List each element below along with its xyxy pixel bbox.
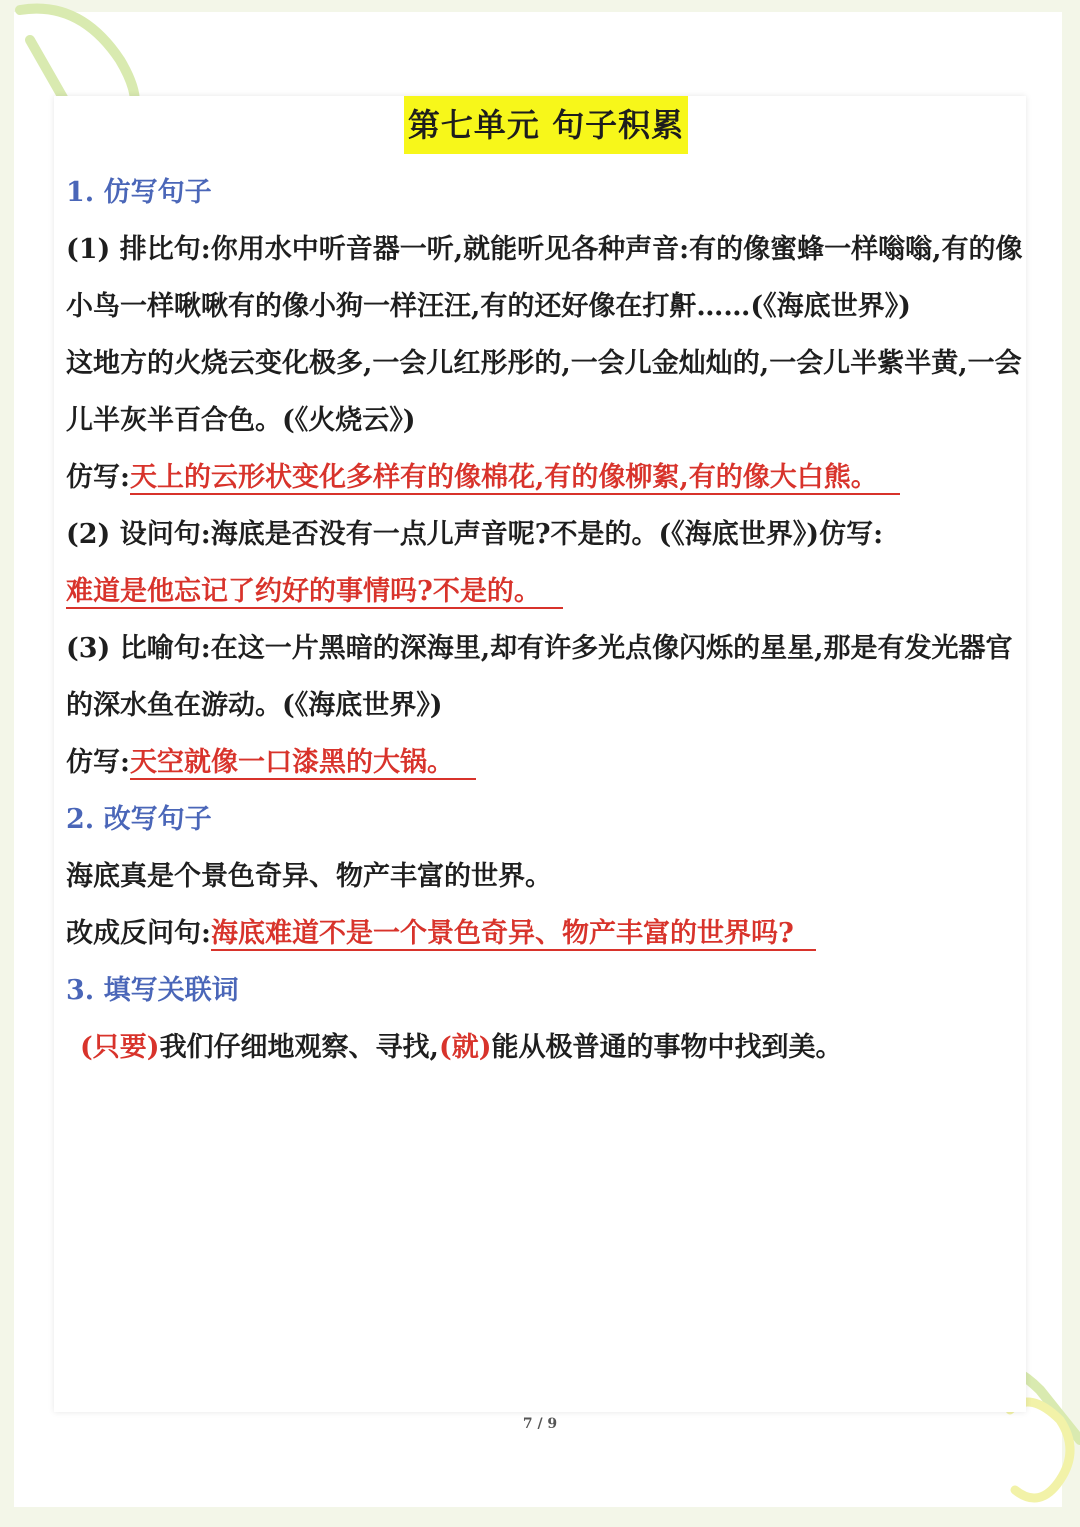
example-sentence: 海底是否没有一点儿声音呢?不是的。(《海底世界》)仿写: [210, 519, 884, 550]
example-sentence-fire-clouds: 这地方的火烧云变化极多,一会儿红彤彤的,一会儿金灿灿的,一会儿半紫半黄,一会儿半灰半百合色。(《火烧云》) [66, 348, 1022, 436]
conjunction-answer: 只要 [92, 1032, 147, 1063]
answer-text: 天上的云形状变化多样有的像棉花,有的像柳絮,有的像大白熊。 [130, 462, 900, 495]
item-label: (2) 设问句: [66, 519, 211, 550]
conjunction-sentence [66, 1019, 1026, 1076]
prompt-label: 改成反问句: [66, 918, 211, 949]
item-label: (1) 排比句: [66, 234, 211, 265]
prompt-label: 仿写: [66, 462, 130, 493]
example-sentence: 在这一片黑暗的深海里,却有许多光点像闪烁的星星,那是有发光器官的深水鱼在游动。(《海底世界》) [66, 633, 1013, 721]
section-heading-conjunctions: 3. 填写关联词 [66, 975, 239, 1006]
section-heading-imitate: 1. 仿写句子 [66, 177, 212, 208]
imitate-line-2 [66, 563, 1026, 620]
section-heading-rewrite: 2. 改写句子 [66, 804, 212, 835]
rewrite-line [66, 905, 1026, 962]
bracket-close: ) [146, 1032, 160, 1063]
paragraph-rhetorical-question [66, 506, 1026, 563]
item-label: (3) 比喻句: [66, 633, 211, 664]
document-content [66, 96, 1026, 1076]
answer-text: 海底难道不是一个景色奇异、物产丰富的世界吗? [211, 918, 816, 951]
conjunction-answer: 就 [451, 1032, 479, 1063]
answer-text: 难道是他忘记了约好的事情吗?不是的。 [66, 576, 563, 609]
example-sentence: 你用水中听音器一听,就能听见各种声音:有的像蜜蜂一样嗡嗡,有的像小鸟一样啾啾有的像小狗一样汪汪,有的还好像在打鼾……(《海底世界》) [66, 234, 1023, 322]
rewrite-source-sentence: 海底真是个景色奇异、物产丰富的世界。 [66, 861, 552, 892]
bracket-open: ( [438, 1032, 452, 1063]
paragraph-parallelism [66, 221, 1026, 335]
sentence-part: 我们仔细地观察、寻找, [159, 1032, 439, 1063]
page-title: 第七单元 句子积累 [404, 96, 688, 154]
paragraph-metaphor [66, 620, 1026, 734]
imitate-line-3 [66, 734, 1026, 791]
sentence-part: 能从极普通的事物中找到美。 [491, 1032, 843, 1063]
bracket-open: ( [80, 1032, 93, 1063]
prompt-label: 仿写: [66, 747, 130, 778]
bracket-close: ) [478, 1032, 492, 1063]
answer-text: 天空就像一口漆黑的大锅。 [130, 747, 476, 780]
page-indicator: 7 / 9 [522, 1416, 558, 1432]
imitate-line-1 [66, 449, 1026, 506]
